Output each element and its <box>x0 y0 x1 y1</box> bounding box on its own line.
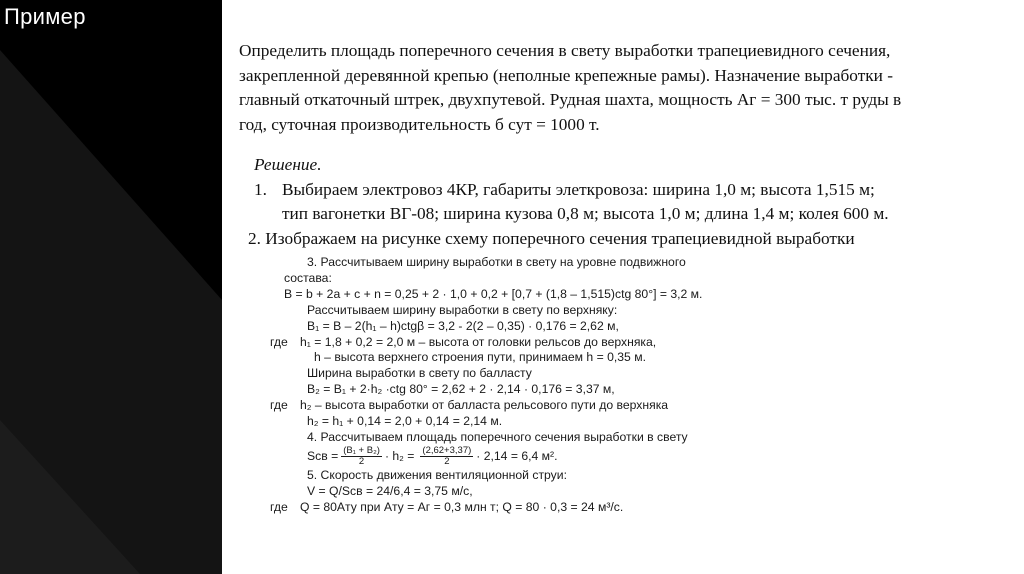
slide-content <box>222 0 1024 574</box>
area-formula <box>262 446 822 468</box>
calc-line: h – высота верхнего строения пути, принимаем h = 0,35 м. <box>314 350 646 365</box>
calc-line: h₂ = h₁ + 0,14 = 2,0 + 0,14 = 2,14 м. <box>307 414 503 429</box>
calc-line: Ширина выработки в свету по балласту <box>307 366 532 381</box>
calc-line <box>262 398 822 414</box>
calc-line: 3. Рассчитываем ширину выработки в свету на уровне подвижного <box>307 255 686 269</box>
calc-line: 5. Скорость движения вентиляционной струи: <box>307 467 567 482</box>
fraction-denominator: 2 <box>444 456 450 468</box>
step-number: 1. <box>254 179 267 199</box>
calc-text: h₁ = 1,8 + 0,2 = 2,0 м – высота от головки рельсов до верхняка, <box>300 334 657 349</box>
solution-block <box>248 153 984 251</box>
problem-line: главный откаточный штрек, двухпутевой. Рудная шахта, мощность Аг = 300 тыс. т руды в <box>239 90 902 109</box>
formula-mid: · h₂ = <box>384 448 415 463</box>
where-label: где <box>270 398 288 413</box>
calc-text: h₂ – высота выработки от балласта рельсового пути до верхняка <box>300 398 669 413</box>
calc-line: Рассчитываем ширину выработки в свету по верхняку: <box>307 302 618 317</box>
formula-lhs: Sсв = <box>307 448 339 463</box>
solution-heading: Решение. <box>254 155 322 174</box>
fraction-numerator: (B₁ + B₂) <box>343 445 380 457</box>
where-label: где <box>270 334 288 349</box>
problem-line: Определить площадь поперечного сечения в свету выработки трапециевидного сечения, <box>239 41 891 60</box>
problem-line: год, суточная производительность б сут = 1000 т. <box>239 114 600 134</box>
scanned-calculation <box>262 255 822 516</box>
fraction-numerator: (2,62+3,37) <box>422 445 472 457</box>
calc-line: B = b + 2a + c + n = 0,25 + 2 · 1,0 + 0,2 + [0,7 + (1,8 – 1,515)ctg 80°] = 3,2 м. <box>284 286 703 301</box>
formula-rhs: · 2,14 = 6,4 м². <box>476 448 558 463</box>
calc-line: 4. Рассчитываем площадь поперечного сечения выработки в свету <box>307 429 688 444</box>
step-text-continued: тип вагонетки ВГ-08; ширина кузова 0,8 м; высота 1,0 м; длина 1,4 м; колея 600 м. <box>282 204 889 223</box>
problem-statement <box>239 39 999 137</box>
calc-text: Q = 80Aту при Aту = Aг = 0,3 млн т; Q = 80 · 0,3 = 24 м³/с. <box>300 499 624 514</box>
calc-line <box>262 335 822 351</box>
calc-line: состава: <box>284 270 332 285</box>
slide-title: Пример <box>4 4 86 29</box>
calc-line: V = Q/Sсв = 24/6,4 = 3,75 м/с, <box>307 483 473 498</box>
where-label: где <box>270 499 288 514</box>
fraction <box>420 446 473 467</box>
solution-step-2: 2. Изображаем на рисунке схему поперечного сечения трапециевидной выработки <box>248 228 855 248</box>
calc-line <box>262 500 822 516</box>
left-dark-panel <box>0 0 222 574</box>
fraction-denominator: 2 <box>358 456 365 468</box>
calc-line: B₁ = B – 2(h₁ – h)ctgβ = 3,2 - 2(2 – 0,35) · 0,176 = 2,62 м, <box>307 318 619 333</box>
fraction <box>341 446 382 467</box>
diagonal-shade-decoration <box>0 0 222 574</box>
problem-line: закрепленной деревянной крепью (неполные крепежные рамы). Назначение выработки - <box>239 65 893 85</box>
step-text: Выбираем электровоз 4КР, габариты элеткровоза: ширина 1,0 м; высота 1,515 м; <box>282 179 875 199</box>
solution-step-1 <box>254 178 984 203</box>
calc-line: B₂ = B₁ + 2·h₂ ·ctg 80° = 2,62 + 2 · 2,14 · 0,176 = 3,37 м, <box>307 382 615 397</box>
